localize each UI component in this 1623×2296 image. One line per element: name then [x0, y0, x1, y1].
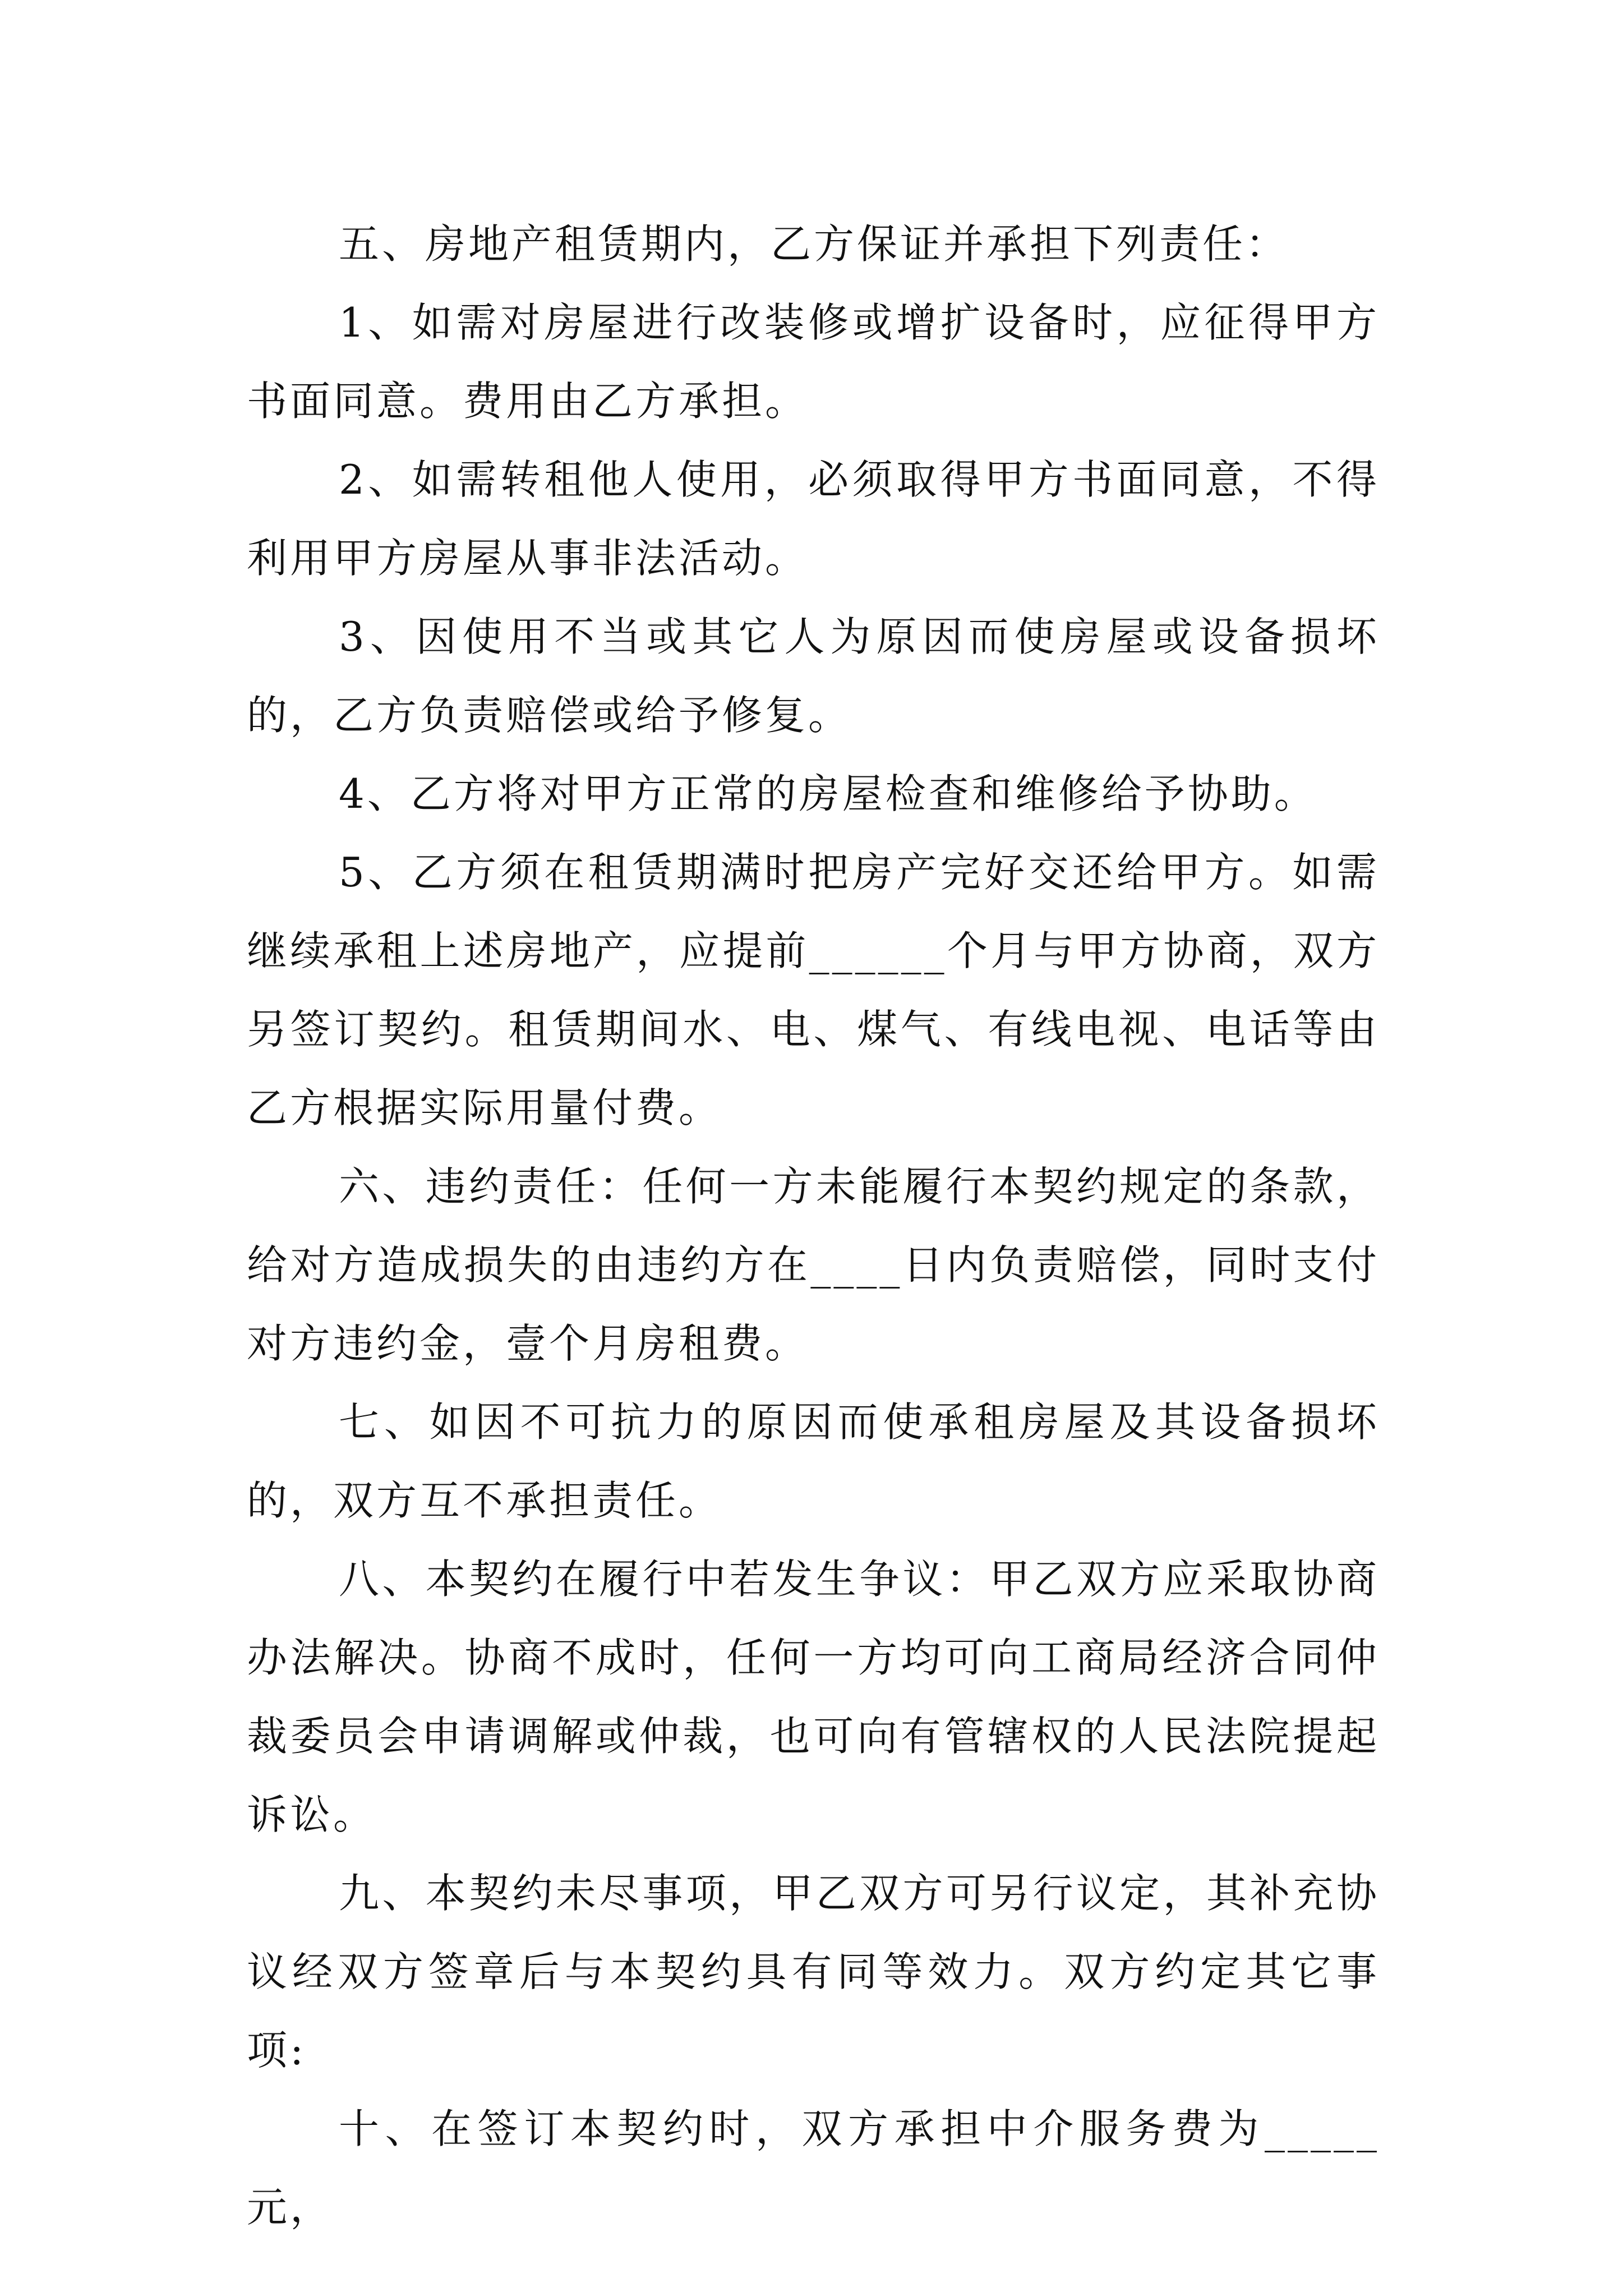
paragraph-section-7: 七、如因不可抗力的原因而使承租房屋及其设备损坏的，双方互不承担责任。	[247, 1398, 1380, 1524]
paragraph-section-5: 五、房地产租赁期内，乙方保证并承担下列责任：	[339, 220, 1289, 268]
paragraph-section-9: 九、本契约未尽事项，甲乙双方可另行议定，其补充协议经双方签章后与本契约具有同等效力。双方约定其它事项:	[247, 1870, 1380, 2074]
paragraph-clause-3: 3、因使用不当或其它人为原因而使房屋或设备损坏的，乙方负责赔偿或给予修复。	[247, 613, 1380, 739]
paragraph-clause-1: 1、如需对房屋进行改装修或增扩设备时，应征得甲方书面同意。费用由乙方承担。	[247, 299, 1380, 425]
document-body	[247, 205, 1380, 2247]
paragraph-section-8: 八、本契约在履行中若发生争议：甲乙双方应采取协商办法解决。协商不成时，任何一方均可向工商局经济合同仲裁委员会申请调解或仲裁，也可向有管辖权的人民法院提起诉讼。	[247, 1556, 1380, 1838]
paragraph-clause-4: 4、乙方将对甲方正常的房屋检查和维修给予协助。	[339, 770, 1317, 817]
paragraph-section-10: 十、在签订本契约时，双方承担中介服务费为_____元，	[247, 2105, 1380, 2231]
paragraph-section-6: 六、违约责任：任何一方未能履行本契约规定的条款，给对方造成损失的由违约方在____日内负责赔偿，同时支付对方违约金，壹个月房租费。	[247, 1163, 1380, 1367]
paragraph-clause-5: 5、乙方须在租赁期满时把房产完好交还给甲方。如需继续承租上述房地产，应提前______个月与甲方协商，双方另签订契约。租赁期间水、电、煤气、有线电视、电话等由乙方根据实际用量付费。	[247, 849, 1380, 1131]
paragraph-clause-2: 2、如需转租他人使用，必须取得甲方书面同意，不得利用甲方房屋从事非法活动。	[247, 456, 1380, 582]
